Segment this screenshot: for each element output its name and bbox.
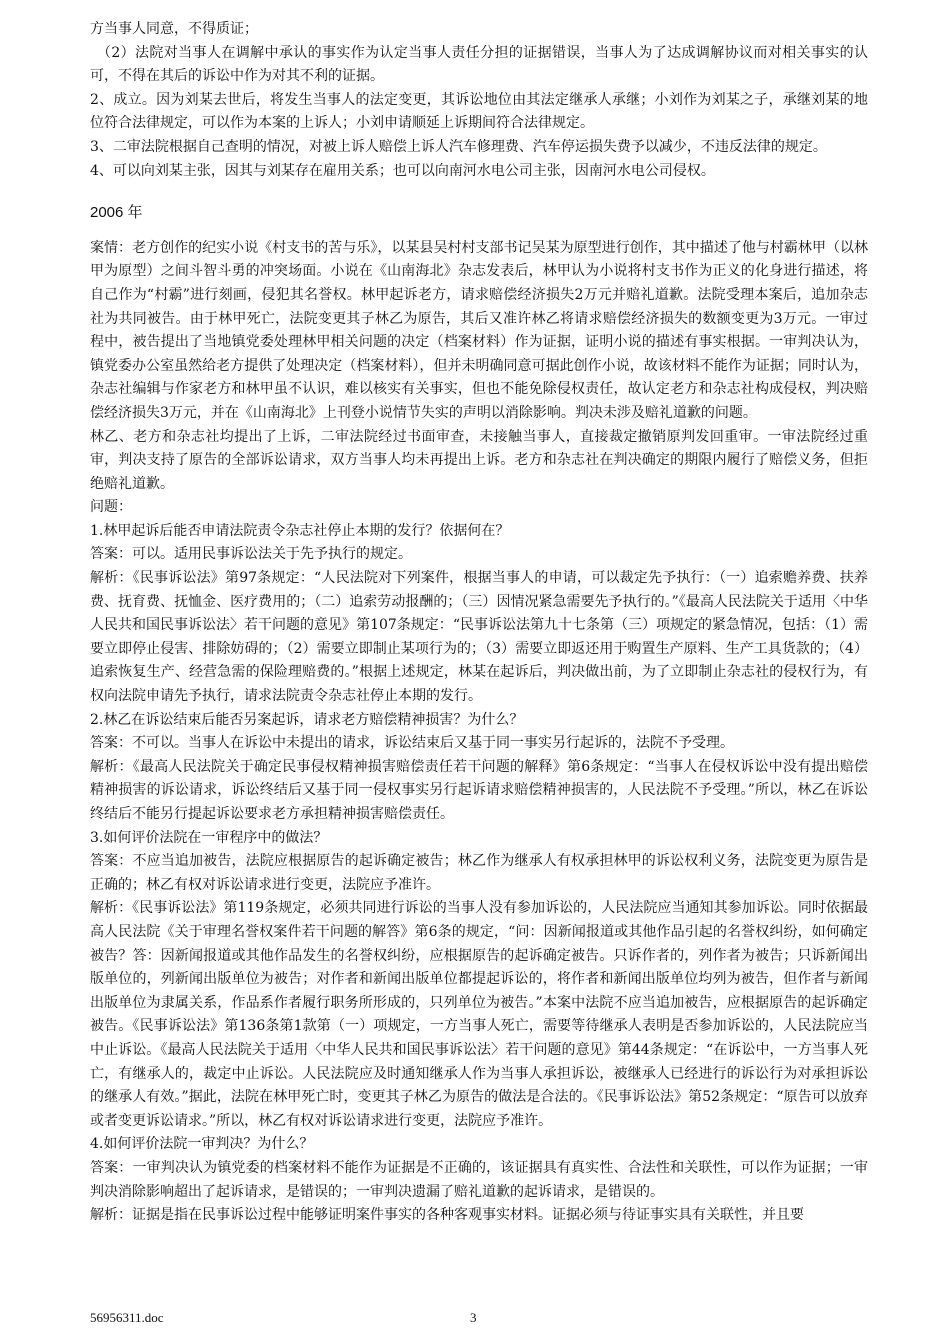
answer: 答案：不应当追加被告，法院应根据原告的起诉确定被告；林乙作为继承人有权承担林甲的诉讼权利义务，法院变更为原告是正确的；林乙有权对诉讼请求进行变更，法院应予准许。 [90,853,868,893]
analysis: 解析：《民事诉讼法》第119条规定，必须共同进行诉讼的当事人没有参加诉讼的，人民法院应当通知其参加诉讼。同时依据最高人民法院《关于审理名誉权案件若干问题的解答》第6条的规定，“问：因新闻报道或其他作品引起的名誉权纠纷，如何确定被告？答：因新闻报道或其他作品发生的名誉权纠纷，应根据原告的起诉确定被告。只诉作者的，列作者为被告；只诉新闻出版单位的，列新闻出版单位为被告；对作者和新闻出版单位都提起诉讼的，将作者和新闻出版单位均列为被告，但作者与新闻出版单位为隶属关系，作品系作者履行职务所形成的，只列单位为被告。”本案中法院不应当追加被告，应根据原告的起诉确定被告。《民事诉讼法》第136条第1款第（一）项规定，一方当事人死亡，需要等待继承人表明是否参加诉讼的，人民法院应当中止诉讼。《最高人民法院关于适用〈中华人民共和国民事诉讼法〉若干问题的意见》第44条规定：“在诉讼中，一方当事人死亡，有继承人的，裁定中止诉讼。人民法院应及时通知继承人作为当事人承担诉讼，被继承人已经进行的诉讼行为对承担诉讼的继承人有效。”据此，法院在林甲死亡时，变更其子林乙为原告的做法是合法的。《民事诉讼法》第52条规定：“原告可以放弃或者变更诉讼请求。”所以，林乙有权对诉讼请求进行变更，法院应予准许。 [90,900,868,1129]
paragraph: （2）法院对当事人在调解中承认的事实作为认定当事人责任分担的证据错误，当事人为了达成调解协议而对相关事实的认可，不得在其后的诉讼中作为对其不利的证据。 [90,44,868,85]
paragraph: 2、成立。因为刘某去世后，将发生当事人的法定变更，其诉讼地位由其法定继承人承继；小刘作为刘某之子，承继刘某的地位符合法律规定，可以作为本案的上诉人；小刘申请顺延上诉期间符合法律规定。 [90,91,868,132]
section-heading: 2006 年 [90,204,143,222]
question: 1.林甲起诉后能否申请法院责令杂志社停止本期的发行？依据何在？ [90,522,510,539]
question: 2.林乙在诉讼结束后能否另案起诉，请求老方赔偿精神损害？为什么？ [90,711,524,728]
paragraph: 3、二审法院根据自己查明的情况，对被上诉人赔偿上诉人汽车修理费、汽车停运损失费予以减少，不违反法律的规定。 [90,138,827,155]
analysis: 解析：证据是指在民事诉讼过程中能够证明案件事实的各种客观事实材料。证据必须与待证事实具有关联性，并且要 [90,1207,804,1224]
answer: 答案：一审判决认为镇党委的档案材料不能作为证据是不正确的，该证据具有真实性、合法性和关联性，可以作为证据；一审判决消除影响超出了起诉请求，是错误的；一审判决遗漏了赔礼道歉的起诉请求，是错误的。 [90,1159,868,1200]
page-footer [90,1310,868,1332]
paragraph: 方当事人同意，不得质证； [90,21,258,37]
footer-filename: 56956311.doc [90,1310,164,1325]
answer: 答案：可以。适用民事诉讼法关于先予执行的规定。 [90,546,412,563]
answer: 答案：不可以。当事人在诉讼中未提出的请求，诉讼结束后又基于同一事实另行起诉的，法院不予受理。 [90,735,734,752]
paragraph: 林乙、老方和杂志社均提出了上诉，二审法院经过书面审查，未接触当事人，直接裁定撤销原判发回重审。一审法院经过重审，判决支持了原告的全部诉讼请求，双方当事人均未再提出上诉。老方和杂志社在判决确定的期限内履行了赔偿义务，但拒绝赔礼道歉。 [90,428,868,492]
paragraph: 4、可以向刘某主张，因其与刘某存在雇用关系；也可以向南河水电公司主张，因南河水电公司侵权。 [90,162,715,179]
case-facts: 案情：老方创作的纪实小说《村支书的苦与乐》，以某县吴村村支部书记吴某为原型进行创作，其中描述了他与村霸林甲（以林甲为原型）之间斗智斗勇的冲突场面。小说在《山南海北》杂志发表后，林甲认为小说将村支书作为正义的化身进行描述，将自己作为“村霸”进行刻画，侵犯其名誉权。林甲起诉老方，请求赔偿经济损失2万元并赔礼道歉。法院受理本案后，追加杂志社为共同被告。由于林甲死亡，法院变更其子林乙为原告，其后又准许林乙将请求赔偿经济损失的数额变更为3万元。一审过程中，被告提出了当地镇党委处理林甲相关问题的决定（档案材料）作为证据，证明小说的描述有事实根据。一审判决认为，镇党委办公室虽然给老方提供了处理决定（档案材料），但并未明确同意可据此创作小说，故该材料不能作为证据；同时认为，杂志社编辑与作家老方和林甲虽不认识，难以核实有关事实，但也不能免除侵权责任，故认定老方和杂志社构成侵权，判决赔偿经济损失3万元，并在《山南海北》上刊登小说情节失实的声明以消除影响。判决未涉及赔礼道歉的问题。 [90,239,868,421]
document-body [90,18,868,1228]
question: 4.如何评价法院一审判决？为什么？ [90,1136,314,1153]
analysis: 解析：《民事诉讼法》第97条规定：“人民法院对下列案件，根据当事人的申请，可以裁定先予执行：（一）追索赡养费、扶养费、抚育费、抚恤金、医疗费用的；（二）追索劳动报酬的；（三）因情况紧急需要先予执行的。”《最高人民法院关于适用〈中华人民共和国民事诉讼法〉若干问题的意见》第107条规定：“民事诉讼法第九十七条第（三）项规定的紧急情况，包括：（1）需要立即停止侵害、排除妨碍的；（2）需要立即制止某项行为的；（3）需要立即返还用于购置生产原料、生产工具货款的；（4）追索恢复生产、经营急需的保险理赔费的。”根据上述规定，林某在起诉后，判决做出前，为了立即制止杂志社的侵权行为，有权向法院申请先予执行，请求法院责令杂志社停止本期的发行。 [90,570,868,705]
questions-label: 问题： [90,499,132,516]
question: 3.如何评价法院在一审程序中的做法？ [90,829,328,846]
analysis: 解析：《最高人民法院关于确定民事侵权精神损害赔偿责任若干问题的解释》第6条规定：“当事人在侵权诉讼中没有提出赔偿精神损害的诉讼请求，诉讼终结后又基于同一侵权事实另行起诉请求赔偿精神损害的，人民法院不予受理。”所以，林乙在诉讼终结后不能另行提起诉讼要求老方承担精神损害赔偿责任。 [90,758,868,822]
page-number: 3 [470,1310,477,1325]
